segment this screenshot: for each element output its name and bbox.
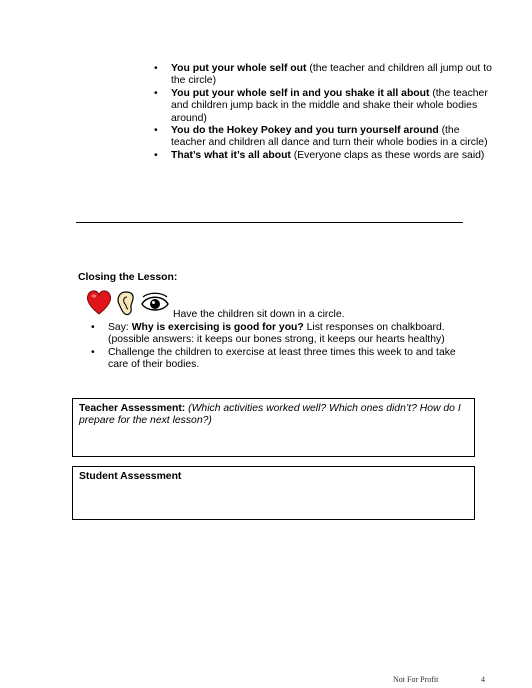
- closing-list: [91, 322, 470, 372]
- lyric-line: You put your whole self in and you shake it all about: [171, 87, 430, 99]
- list-item: [154, 63, 493, 88]
- bullet-icon: •: [154, 87, 158, 99]
- bullet-icon: •: [154, 63, 158, 74]
- bullet-icon: •: [91, 346, 95, 358]
- lyric-line: You do the Hokey Pokey and you turn yourself around: [171, 125, 439, 137]
- closing-heading: Closing the Lesson:: [78, 272, 178, 283]
- hokey-pokey-list: [154, 63, 493, 162]
- closing-intro: Have the children sit down in a circle.: [173, 309, 345, 320]
- discussion-notes: List responses on chalkboard. (possible answers: it keeps our bones strong, it keeps our hearts healthy): [108, 322, 445, 346]
- teacher-assessment-box: [72, 398, 475, 457]
- bullet-icon: •: [154, 149, 158, 161]
- list-item: [91, 322, 470, 347]
- lyric-line: That’s what it’s all about: [171, 149, 291, 161]
- list-item: [154, 149, 493, 162]
- list-item: [154, 125, 493, 150]
- lyric-action: (the teacher and children all jump out to the circle): [171, 63, 492, 87]
- bullet-icon: •: [154, 125, 158, 137]
- senses-icons: [86, 288, 172, 318]
- teacher-assessment-label: Teacher Assessment:: [79, 403, 186, 414]
- bullet-icon: •: [91, 322, 95, 333]
- lyric-action: (the teacher and children all dance and turn their whole bodies in a circle): [171, 125, 488, 149]
- eye-icon: [142, 293, 168, 310]
- page-number: 4: [481, 675, 485, 684]
- lyric-line: You put your whole self out: [171, 63, 307, 74]
- heart-icon: [87, 291, 110, 314]
- student-assessment-label: Student Assessment: [79, 471, 182, 482]
- lyric-action: (the teacher and children jump back in the middle and shake their whole bodies around): [171, 87, 488, 124]
- student-assessment-box: [72, 466, 475, 520]
- lyric-action: (Everyone claps as these words are said): [290, 149, 485, 161]
- section-divider: [76, 222, 463, 223]
- ear-icon: [118, 292, 133, 315]
- say-prefix: Say:: [108, 322, 132, 333]
- footer-text: Not For Profit: [393, 675, 439, 684]
- list-item: [154, 87, 493, 125]
- teacher-assessment-prompt: (Which activities worked well? Which ones didn’t? How do I prepare for the next lesson?): [79, 403, 461, 427]
- discussion-question: Why is exercising is good for you?: [131, 322, 304, 333]
- list-item: [91, 346, 470, 372]
- challenge-text: Challenge the children to exercise at least three times this week to and take care of their bodies.: [108, 346, 456, 371]
